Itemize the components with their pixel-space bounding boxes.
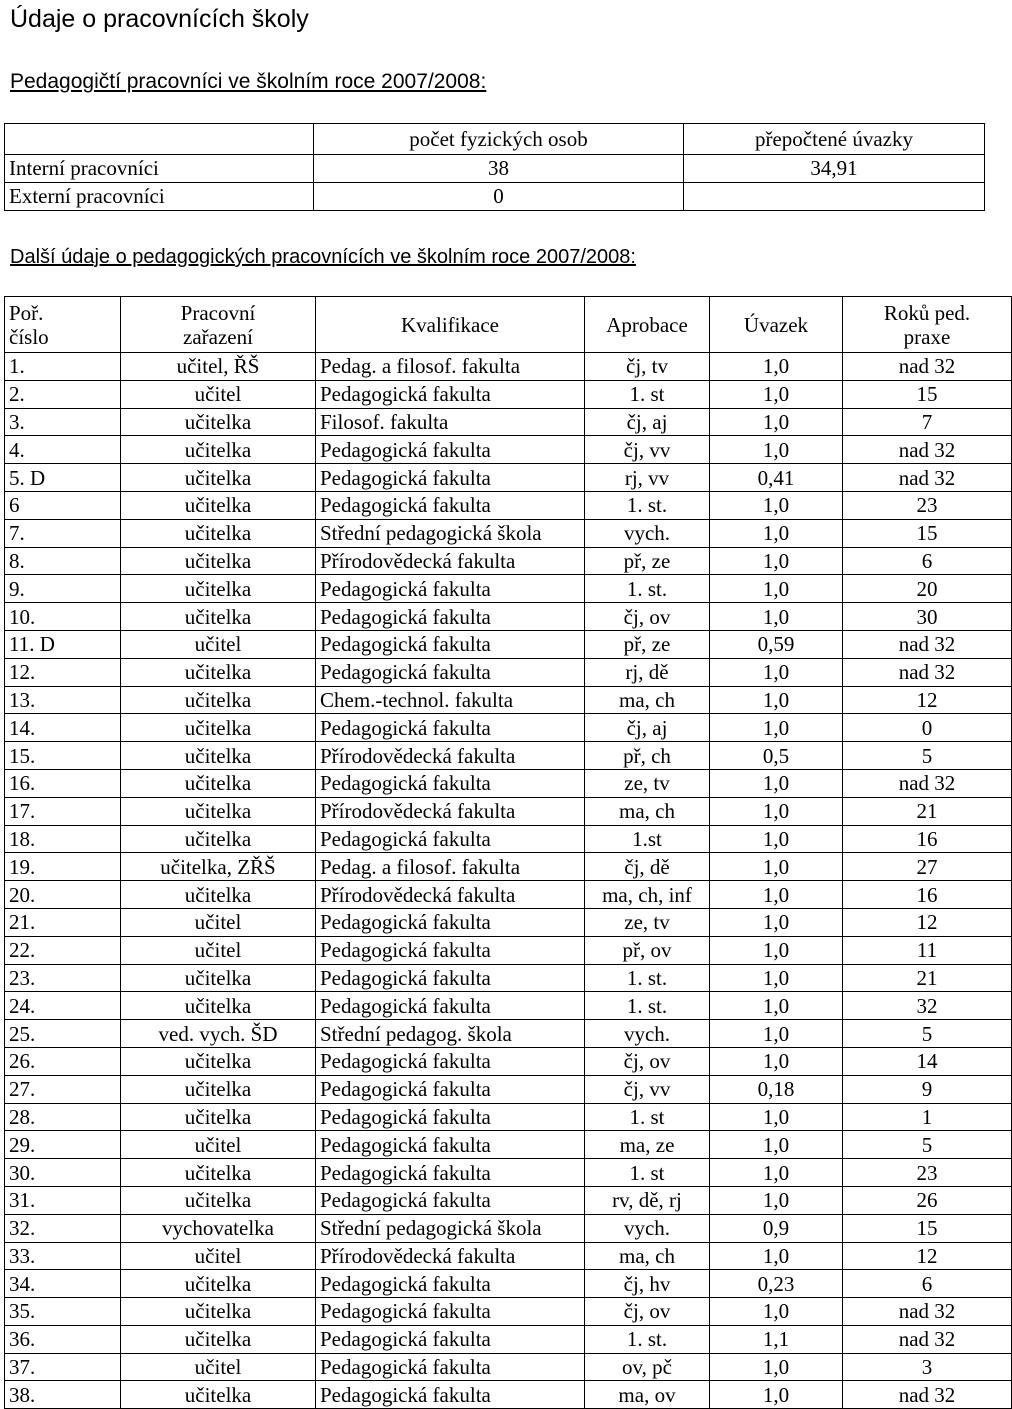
- table-row: [5, 1298, 1012, 1326]
- workload-cell: 1,0: [710, 1381, 843, 1409]
- position-cell: učitel: [121, 1353, 316, 1381]
- header-approbation: [585, 297, 710, 353]
- position-cell: učitelka: [121, 1325, 316, 1353]
- table-row: [5, 1353, 1012, 1381]
- workload-cell: 1,0: [710, 436, 843, 464]
- order-number-cell: 15.: [5, 742, 121, 770]
- position-cell: učitelka: [121, 1075, 316, 1103]
- years-of-practice-cell: 26: [843, 1186, 1012, 1214]
- order-number-cell: 36.: [5, 1325, 121, 1353]
- qualification-cell: Pedagogická fakulta: [316, 992, 585, 1020]
- approbation-cell: 1. st.: [585, 491, 710, 519]
- table-row: [5, 1381, 1012, 1409]
- table-row: [5, 491, 1012, 519]
- order-number-cell: 27.: [5, 1075, 121, 1103]
- approbation-cell: ma, ch, inf: [585, 881, 710, 909]
- table-row: [5, 992, 1012, 1020]
- table-row: [5, 1131, 1012, 1159]
- order-number-cell: 17.: [5, 797, 121, 825]
- workload-cell: 1,0: [710, 881, 843, 909]
- table-row: [5, 936, 1012, 964]
- section-heading-staff-details: Další údaje o pedagogických pracovnících ve školním roce 2007/2008:: [10, 246, 636, 268]
- table-row: [5, 769, 1012, 797]
- qualification-cell: Pedagogická fakulta: [316, 1103, 585, 1131]
- qualification-cell: Pedagogická fakulta: [316, 714, 585, 742]
- qualification-cell: Přírodovědecká fakulta: [316, 797, 585, 825]
- years-of-practice-cell: 16: [843, 881, 1012, 909]
- header-order-number: [5, 297, 121, 353]
- summary-header-fte: přepočtené úvazky: [684, 124, 985, 155]
- qualification-cell: Pedagogická fakulta: [316, 658, 585, 686]
- approbation-cell: ze, tv: [585, 769, 710, 797]
- approbation-cell: ov, pč: [585, 1353, 710, 1381]
- order-number-cell: 21.: [5, 908, 121, 936]
- workload-cell: 1,0: [710, 1159, 843, 1187]
- position-cell: učitelka: [121, 686, 316, 714]
- qualification-cell: Chem.-technol. fakulta: [316, 686, 585, 714]
- approbation-cell: 1. st: [585, 1159, 710, 1187]
- table-row: [5, 742, 1012, 770]
- years-of-practice-cell: 20: [843, 575, 1012, 603]
- table-row: [5, 1020, 1012, 1048]
- order-number-cell: 23.: [5, 964, 121, 992]
- years-of-practice-cell: 12: [843, 1242, 1012, 1270]
- staff-header-row: [5, 297, 1012, 353]
- qualification-cell: Přírodovědecká fakulta: [316, 1242, 585, 1270]
- workload-cell: 1,0: [710, 853, 843, 881]
- header-line: Úvazek: [743, 312, 809, 337]
- position-cell: učitelka: [121, 742, 316, 770]
- qualification-cell: Pedagogická fakulta: [316, 380, 585, 408]
- position-cell: učitelka: [121, 519, 316, 547]
- years-of-practice-cell: 0: [843, 714, 1012, 742]
- table-row: [5, 353, 1012, 381]
- years-of-practice-cell: 11: [843, 936, 1012, 964]
- order-number-cell: 24.: [5, 992, 121, 1020]
- approbation-cell: ma, ch: [585, 686, 710, 714]
- qualification-cell: Filosof. fakulta: [316, 408, 585, 436]
- workload-cell: 0,23: [710, 1270, 843, 1298]
- order-number-cell: 38.: [5, 1381, 121, 1409]
- order-number-cell: 8.: [5, 547, 121, 575]
- approbation-cell: čj, aj: [585, 714, 710, 742]
- position-cell: učitel, ŘŠ: [121, 353, 316, 381]
- years-of-practice-cell: 12: [843, 908, 1012, 936]
- order-number-cell: 32.: [5, 1214, 121, 1242]
- qualification-cell: Pedagogická fakulta: [316, 1047, 585, 1075]
- qualification-cell: Pedagogická fakulta: [316, 908, 585, 936]
- qualification-cell: Pedag. a filosof. fakulta: [316, 353, 585, 381]
- qualification-cell: Pedagogická fakulta: [316, 1353, 585, 1381]
- order-number-cell: 31.: [5, 1186, 121, 1214]
- table-row: [5, 1186, 1012, 1214]
- years-of-practice-cell: nad 32: [843, 630, 1012, 658]
- approbation-cell: čj, ov: [585, 1047, 710, 1075]
- workload-cell: 1,0: [710, 1047, 843, 1075]
- position-cell: učitelka, ZŘŠ: [121, 853, 316, 881]
- header-line: Roků ped.: [883, 300, 971, 325]
- table-row: [5, 380, 1012, 408]
- workload-cell: 1,0: [710, 519, 843, 547]
- approbation-cell: čj, vv: [585, 1075, 710, 1103]
- years-of-practice-cell: 6: [843, 1270, 1012, 1298]
- years-of-practice-cell: 30: [843, 603, 1012, 631]
- table-row: [5, 1214, 1012, 1242]
- staff-summary-table: [4, 123, 985, 211]
- header-years-of-practice: [843, 297, 1012, 353]
- position-cell: učitelka: [121, 1159, 316, 1187]
- position-cell: učitelka: [121, 491, 316, 519]
- table-row: [5, 1159, 1012, 1187]
- table-row: [5, 714, 1012, 742]
- header-line: zařazení: [183, 324, 253, 349]
- approbation-cell: čj, ov: [585, 1298, 710, 1326]
- qualification-cell: Pedagogická fakulta: [316, 603, 585, 631]
- qualification-cell: Pedagogická fakulta: [316, 1159, 585, 1187]
- workload-cell: 1,0: [710, 797, 843, 825]
- years-of-practice-cell: 5: [843, 742, 1012, 770]
- years-of-practice-cell: 3: [843, 1353, 1012, 1381]
- approbation-cell: ma, ze: [585, 1131, 710, 1159]
- workload-cell: 0,41: [710, 464, 843, 492]
- workload-cell: 1,0: [710, 936, 843, 964]
- position-cell: učitel: [121, 630, 316, 658]
- order-number-cell: 19.: [5, 853, 121, 881]
- approbation-cell: ma, ch: [585, 1242, 710, 1270]
- workload-cell: 1,0: [710, 1353, 843, 1381]
- years-of-practice-cell: nad 32: [843, 1325, 1012, 1353]
- qualification-cell: Pedagogická fakulta: [316, 1270, 585, 1298]
- table-row: [5, 908, 1012, 936]
- position-cell: učitelka: [121, 547, 316, 575]
- approbation-cell: 1. st.: [585, 964, 710, 992]
- workload-cell: 1,0: [710, 491, 843, 519]
- position-cell: učitelka: [121, 825, 316, 853]
- table-row: [5, 964, 1012, 992]
- workload-cell: 1,0: [710, 714, 843, 742]
- qualification-cell: Střední pedagogická škola: [316, 1214, 585, 1242]
- workload-cell: 1,0: [710, 658, 843, 686]
- order-number-cell: 26.: [5, 1047, 121, 1075]
- years-of-practice-cell: 14: [843, 1047, 1012, 1075]
- approbation-cell: ma, ch: [585, 797, 710, 825]
- approbation-cell: čj, vv: [585, 436, 710, 464]
- order-number-cell: 10.: [5, 603, 121, 631]
- approbation-cell: rv, dě, rj: [585, 1186, 710, 1214]
- header-position: [121, 297, 316, 353]
- table-row: [5, 1047, 1012, 1075]
- workload-cell: 1,0: [710, 1131, 843, 1159]
- workload-cell: 1,0: [710, 964, 843, 992]
- qualification-cell: Pedagogická fakulta: [316, 575, 585, 603]
- order-number-cell: 30.: [5, 1159, 121, 1187]
- summary-row-label: Interní pracovníci: [5, 155, 314, 183]
- workload-cell: 1,0: [710, 380, 843, 408]
- approbation-cell: vych.: [585, 519, 710, 547]
- position-cell: učitelka: [121, 1047, 316, 1075]
- summary-fte-value: 34,91: [684, 155, 985, 183]
- workload-cell: 0,9: [710, 1214, 843, 1242]
- header-line: Pracovní: [180, 300, 256, 325]
- position-cell: učitelka: [121, 964, 316, 992]
- years-of-practice-cell: 7: [843, 408, 1012, 436]
- years-of-practice-cell: nad 32: [843, 1298, 1012, 1326]
- order-number-cell: 33.: [5, 1242, 121, 1270]
- section-heading-pedagogical-staff: Pedagogičtí pracovníci ve školním roce 2007/2008:: [10, 70, 487, 93]
- years-of-practice-cell: 15: [843, 380, 1012, 408]
- summary-header-row: [5, 124, 985, 155]
- qualification-cell: Pedagogická fakulta: [316, 630, 585, 658]
- workload-cell: 1,0: [710, 992, 843, 1020]
- position-cell: učitelka: [121, 408, 316, 436]
- table-row: [5, 464, 1012, 492]
- years-of-practice-cell: 9: [843, 1075, 1012, 1103]
- workload-cell: 1,0: [710, 769, 843, 797]
- workload-cell: 1,0: [710, 1242, 843, 1270]
- workload-cell: 1,0: [710, 1020, 843, 1048]
- years-of-practice-cell: nad 32: [843, 1381, 1012, 1409]
- page-title: Údaje o pracovnících školy: [10, 5, 309, 33]
- workload-cell: 1,0: [710, 1298, 843, 1326]
- table-row: [5, 686, 1012, 714]
- qualification-cell: Pedagogická fakulta: [316, 1075, 585, 1103]
- position-cell: ved. vych. ŠD: [121, 1020, 316, 1048]
- summary-fte-value: [684, 183, 985, 211]
- order-number-cell: 13.: [5, 686, 121, 714]
- position-cell: vychovatelka: [121, 1214, 316, 1242]
- workload-cell: 1,0: [710, 825, 843, 853]
- table-row: [5, 658, 1012, 686]
- table-row: [5, 436, 1012, 464]
- approbation-cell: čj, hv: [585, 1270, 710, 1298]
- qualification-cell: Pedagogická fakulta: [316, 1186, 585, 1214]
- order-number-cell: 28.: [5, 1103, 121, 1131]
- years-of-practice-cell: 23: [843, 491, 1012, 519]
- order-number-cell: 16.: [5, 769, 121, 797]
- approbation-cell: čj, tv: [585, 353, 710, 381]
- position-cell: učitelka: [121, 658, 316, 686]
- years-of-practice-cell: 21: [843, 964, 1012, 992]
- order-number-cell: 7.: [5, 519, 121, 547]
- workload-cell: 1,0: [710, 686, 843, 714]
- summary-row-external: [5, 183, 985, 211]
- order-number-cell: 18.: [5, 825, 121, 853]
- header-line: číslo: [9, 324, 49, 349]
- years-of-practice-cell: 15: [843, 1214, 1012, 1242]
- qualification-cell: Přírodovědecká fakulta: [316, 881, 585, 909]
- workload-cell: 1,0: [710, 575, 843, 603]
- position-cell: učitelka: [121, 1381, 316, 1409]
- position-cell: učitelka: [121, 992, 316, 1020]
- position-cell: učitel: [121, 1131, 316, 1159]
- years-of-practice-cell: nad 32: [843, 769, 1012, 797]
- table-row: [5, 519, 1012, 547]
- qualification-cell: Pedagogická fakulta: [316, 464, 585, 492]
- order-number-cell: 34.: [5, 1270, 121, 1298]
- qualification-cell: Střední pedagogická škola: [316, 519, 585, 547]
- order-number-cell: 11. D: [5, 630, 121, 658]
- order-number-cell: 29.: [5, 1131, 121, 1159]
- summary-row-label: Externí pracovníci: [5, 183, 314, 211]
- approbation-cell: př, ch: [585, 742, 710, 770]
- approbation-cell: 1. st.: [585, 575, 710, 603]
- summary-header-cell: [5, 124, 314, 155]
- order-number-cell: 3.: [5, 408, 121, 436]
- workload-cell: 1,0: [710, 1103, 843, 1131]
- position-cell: učitel: [121, 936, 316, 964]
- years-of-practice-cell: 16: [843, 825, 1012, 853]
- qualification-cell: Střední pedagog. škola: [316, 1020, 585, 1048]
- qualification-cell: Pedag. a filosof. fakulta: [316, 853, 585, 881]
- table-row: [5, 1242, 1012, 1270]
- qualification-cell: Pedagogická fakulta: [316, 1298, 585, 1326]
- years-of-practice-cell: nad 32: [843, 353, 1012, 381]
- qualification-cell: Pedagogická fakulta: [316, 1381, 585, 1409]
- years-of-practice-cell: 1: [843, 1103, 1012, 1131]
- qualification-cell: Pedagogická fakulta: [316, 436, 585, 464]
- workload-cell: 1,0: [710, 908, 843, 936]
- table-row: [5, 853, 1012, 881]
- position-cell: učitelka: [121, 436, 316, 464]
- approbation-cell: čj, aj: [585, 408, 710, 436]
- order-number-cell: 14.: [5, 714, 121, 742]
- table-row: [5, 1075, 1012, 1103]
- table-row: [5, 825, 1012, 853]
- position-cell: učitelka: [121, 1186, 316, 1214]
- position-cell: učitelka: [121, 1298, 316, 1326]
- qualification-cell: Pedagogická fakulta: [316, 1131, 585, 1159]
- qualification-cell: Pedagogická fakulta: [316, 964, 585, 992]
- years-of-practice-cell: 32: [843, 992, 1012, 1020]
- table-row: [5, 1103, 1012, 1131]
- approbation-cell: 1.st: [585, 825, 710, 853]
- order-number-cell: 35.: [5, 1298, 121, 1326]
- order-number-cell: 9.: [5, 575, 121, 603]
- order-number-cell: 37.: [5, 1353, 121, 1381]
- table-row: [5, 630, 1012, 658]
- approbation-cell: 1. st: [585, 380, 710, 408]
- table-row: [5, 547, 1012, 575]
- order-number-cell: 20.: [5, 881, 121, 909]
- years-of-practice-cell: 5: [843, 1020, 1012, 1048]
- position-cell: učitel: [121, 908, 316, 936]
- order-number-cell: 5. D: [5, 464, 121, 492]
- approbation-cell: 1. st: [585, 1103, 710, 1131]
- years-of-practice-cell: 27: [843, 853, 1012, 881]
- years-of-practice-cell: nad 32: [843, 658, 1012, 686]
- position-cell: učitelka: [121, 575, 316, 603]
- order-number-cell: 1.: [5, 353, 121, 381]
- order-number-cell: 25.: [5, 1020, 121, 1048]
- header-line: Poř.: [9, 300, 44, 325]
- workload-cell: 0,59: [710, 630, 843, 658]
- approbation-cell: ma, ov: [585, 1381, 710, 1409]
- approbation-cell: 1. st.: [585, 1325, 710, 1353]
- approbation-cell: 1. st.: [585, 992, 710, 1020]
- order-number-cell: 12.: [5, 658, 121, 686]
- approbation-cell: rj, vv: [585, 464, 710, 492]
- position-cell: učitelka: [121, 797, 316, 825]
- qualification-cell: Pedagogická fakulta: [316, 1325, 585, 1353]
- header-workload: [710, 297, 843, 353]
- years-of-practice-cell: nad 32: [843, 464, 1012, 492]
- position-cell: učitel: [121, 1242, 316, 1270]
- position-cell: učitelka: [121, 1270, 316, 1298]
- table-row: [5, 408, 1012, 436]
- approbation-cell: př, ze: [585, 547, 710, 575]
- header-line: Kvalifikace: [401, 312, 499, 337]
- table-row: [5, 1270, 1012, 1298]
- position-cell: učitelka: [121, 464, 316, 492]
- order-number-cell: 4.: [5, 436, 121, 464]
- years-of-practice-cell: 23: [843, 1159, 1012, 1187]
- years-of-practice-cell: 12: [843, 686, 1012, 714]
- approbation-cell: vych.: [585, 1214, 710, 1242]
- approbation-cell: rj, dě: [585, 658, 710, 686]
- workload-cell: 1,0: [710, 408, 843, 436]
- years-of-practice-cell: 15: [843, 519, 1012, 547]
- qualification-cell: Pedagogická fakulta: [316, 936, 585, 964]
- workload-cell: 1,0: [710, 353, 843, 381]
- position-cell: učitelka: [121, 714, 316, 742]
- order-number-cell: 2.: [5, 380, 121, 408]
- qualification-cell: Přírodovědecká fakulta: [316, 547, 585, 575]
- years-of-practice-cell: 6: [843, 547, 1012, 575]
- summary-header-headcount: počet fyzických osob: [314, 124, 684, 155]
- qualification-cell: Pedagogická fakulta: [316, 769, 585, 797]
- workload-cell: 0,18: [710, 1075, 843, 1103]
- approbation-cell: př, ze: [585, 630, 710, 658]
- position-cell: učitelka: [121, 1103, 316, 1131]
- workload-cell: 1,0: [710, 1186, 843, 1214]
- order-number-cell: 22.: [5, 936, 121, 964]
- qualification-cell: Přírodovědecká fakulta: [316, 742, 585, 770]
- table-row: [5, 881, 1012, 909]
- table-row: [5, 575, 1012, 603]
- qualification-cell: Pedagogická fakulta: [316, 491, 585, 519]
- position-cell: učitelka: [121, 881, 316, 909]
- staff-details-table: [4, 296, 1012, 1409]
- table-row: [5, 1325, 1012, 1353]
- workload-cell: 1,0: [710, 547, 843, 575]
- qualification-cell: Pedagogická fakulta: [316, 825, 585, 853]
- position-cell: učitelka: [121, 769, 316, 797]
- summary-row-internal: [5, 155, 985, 183]
- approbation-cell: vych.: [585, 1020, 710, 1048]
- table-row: [5, 797, 1012, 825]
- workload-cell: 1,1: [710, 1325, 843, 1353]
- table-row: [5, 603, 1012, 631]
- summary-headcount-value: 0: [314, 183, 684, 211]
- approbation-cell: ze, tv: [585, 908, 710, 936]
- approbation-cell: př, ov: [585, 936, 710, 964]
- workload-cell: 0,5: [710, 742, 843, 770]
- position-cell: učitelka: [121, 603, 316, 631]
- approbation-cell: čj, dě: [585, 853, 710, 881]
- order-number-cell: 6: [5, 491, 121, 519]
- approbation-cell: čj, ov: [585, 603, 710, 631]
- position-cell: učitel: [121, 380, 316, 408]
- header-qualification: [316, 297, 585, 353]
- years-of-practice-cell: 5: [843, 1131, 1012, 1159]
- header-line: praxe: [903, 324, 951, 349]
- years-of-practice-cell: nad 32: [843, 436, 1012, 464]
- workload-cell: 1,0: [710, 603, 843, 631]
- summary-headcount-value: 38: [314, 155, 684, 183]
- years-of-practice-cell: 21: [843, 797, 1012, 825]
- header-line: Aprobace: [606, 312, 688, 337]
